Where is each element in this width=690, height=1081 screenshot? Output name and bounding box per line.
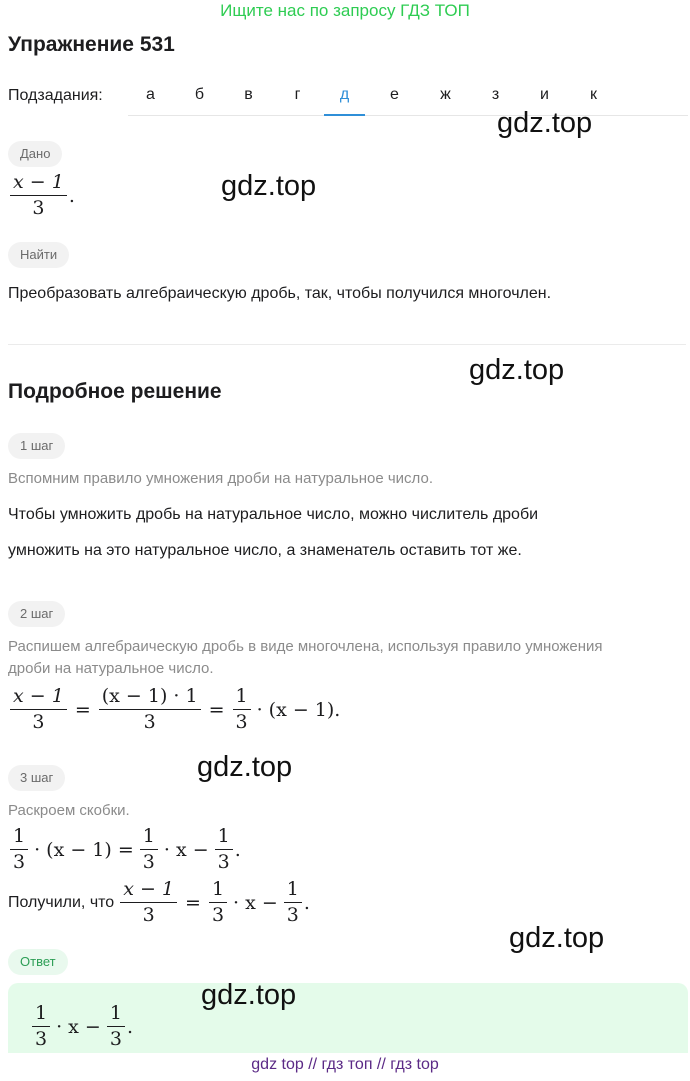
watermark: gdz.top [469, 354, 565, 386]
fraction: $\frac{1}{3}$ [209, 879, 227, 926]
fraction: $\frac{1}{3}$ [10, 826, 28, 873]
fraction: $\frac{1}{3}$ [284, 879, 302, 926]
fraction: $\frac{x - 1}{3}$ [10, 172, 67, 219]
subtask-g[interactable]: г [294, 86, 301, 103]
step2-badge: 2 шаг [8, 601, 65, 627]
subtask-k[interactable]: к [590, 86, 597, 103]
subtask-zh[interactable]: ж [440, 86, 451, 103]
fraction: $\frac{(x - 1) \cdot 1}{3}$ [99, 686, 201, 733]
step2-hint1: Распишем алгебраическую дробь в виде многочлена, используя правило умножения [8, 638, 603, 655]
step1-hint: Вспомним правило умножения дроби на натуральное число. [8, 470, 433, 487]
step1-badge: 1 шаг [8, 433, 65, 459]
answer-expression: $\frac{1}{3}$ · x − $\frac{1}{3}$ . [30, 1003, 133, 1050]
watermark: gdz.top [201, 979, 297, 1011]
fraction: $\frac{1}{3}$ [233, 686, 251, 733]
step1-line1: Чтобы умножить дробь на натуральное число, можно числитель дроби [8, 506, 539, 523]
given-badge: Дано [8, 141, 62, 167]
fraction: $\frac{1}{3}$ [32, 1003, 50, 1050]
subtasks-label: Подзадания: [8, 87, 103, 104]
promo-banner[interactable]: Ищите нас по запросу ГДЗ ТОП [220, 1, 470, 20]
section-divider [8, 344, 686, 345]
result-expression: Получили, что $\frac{x - 1}{3}$ = $\frac{1}{3}$ · x − $\frac{1}{3}$ . [8, 878, 310, 927]
subtask-z[interactable]: з [491, 86, 500, 103]
find-text: Преобразовать алгебраическую дробь, так, чтобы получился многочлен. [8, 285, 552, 302]
fraction: $\frac{1}{3}$ [215, 826, 233, 873]
subtask-e[interactable]: е [390, 86, 399, 103]
subtask-b[interactable]: б [194, 86, 205, 103]
fraction: $\frac{x - 1}{3}$ [10, 686, 67, 733]
step3-badge: 3 шаг [8, 765, 65, 791]
step2-expression: $\frac{x - 1}{3}$ = $\frac{(x - 1) \cdot 1}{3}$ = $\frac{1}{3}$ · (x − 1). [8, 686, 340, 733]
watermark: gdz.top [197, 751, 293, 783]
subtask-v[interactable]: в [244, 86, 253, 103]
step3-expression: $\frac{1}{3}$ · (x − 1) = $\frac{1}{3}$ · x − $\frac{1}{3}$ . [8, 826, 241, 873]
solution-title: Подробное решение [8, 380, 222, 403]
step1-line2: умножить на это натуральное число, а знаменатель оставить тот же. [8, 542, 522, 559]
given-expression: $\frac{x - 1}{3}$ . [8, 172, 75, 219]
step2-hint2: дроби на натуральное число. [8, 660, 214, 677]
fraction: $\frac{1}{3}$ [107, 1003, 125, 1050]
fraction: $\frac{1}{3}$ [140, 826, 158, 873]
answer-badge: Ответ [8, 949, 68, 975]
watermark: gdz.top [497, 107, 593, 139]
subtask-d[interactable]: д [324, 86, 365, 116]
find-badge: Найти [8, 242, 69, 268]
exercise-title: Упражнение 531 [8, 33, 175, 56]
subtask-a[interactable]: а [146, 86, 155, 103]
watermark: gdz.top [509, 922, 605, 954]
footer-links[interactable]: gdz top // гдз топ // гдз top [251, 1056, 439, 1073]
watermark: gdz.top [221, 170, 317, 202]
fraction: $\frac{x - 1}{3}$ [120, 879, 177, 926]
subtask-i[interactable]: и [540, 86, 549, 103]
step3-hint: Раскроем скобки. [8, 802, 130, 819]
